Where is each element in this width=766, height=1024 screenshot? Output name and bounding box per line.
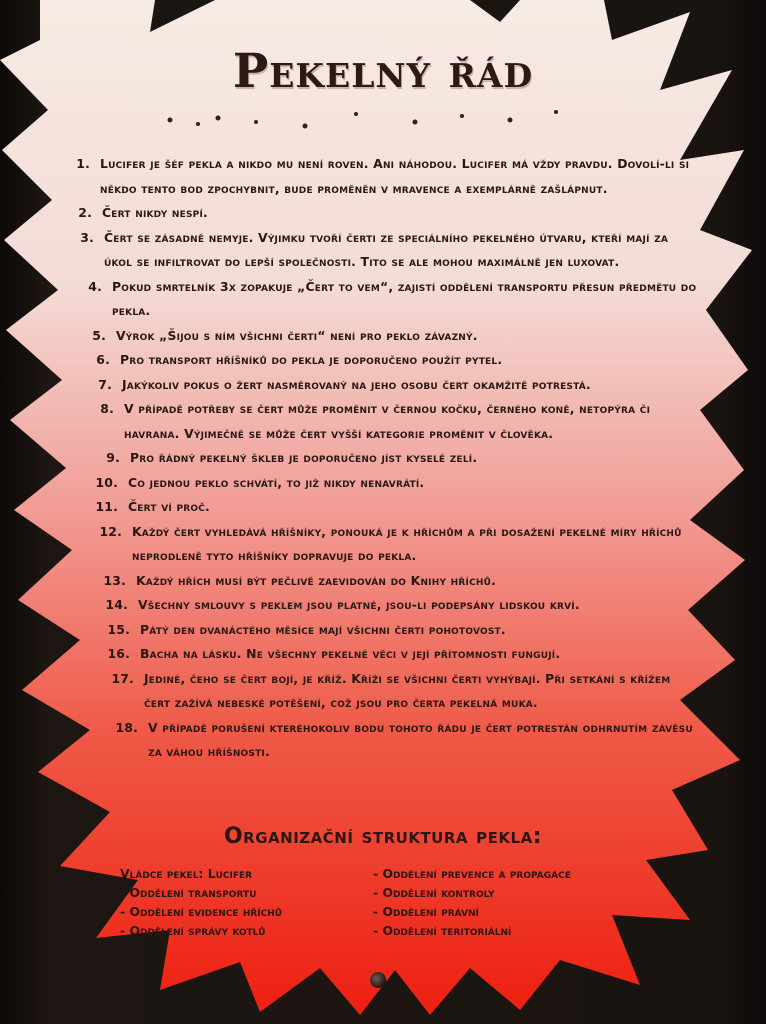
page-title: Pekelný řád [232,44,534,99]
rule-text: Bacha na lásku. Ne všechny pekelné věci v její přítomnosti fungují. [140,646,561,661]
rule-item [82,373,700,398]
org-department: - Oddělení kontroly [373,885,495,900]
rule-item [96,569,700,594]
rule-text: Každý čert vyhledává hříšníky, ponouká je k hříchům a při dosažení pekelné míry hříchů neprodleně tyto hříšníky dopravuje do pekla. [132,523,682,563]
rule-item [84,397,700,446]
screw-icon [370,972,386,988]
rule-item [72,275,700,324]
rule-number: 17. [111,670,134,686]
org-department: - Oddělení transportu [120,885,257,900]
org-department: - Oddělení evidence hříchů [120,904,283,919]
rule-item [88,471,700,496]
rule-text: Čert ví proč. [128,499,210,514]
rule-number: 1. [76,156,90,171]
rule-item [80,348,700,373]
org-department: Vládce pekel: Lucifer [120,866,253,881]
rule-text: Všechny smlouvy s peklem jsou platné, jsou-li podepsány lidskou krví. [138,597,580,612]
rule-text: Výrok „Šijou s ním všichni čerti“ není pro peklo závazný. [116,327,478,343]
rule-number: 8. [100,401,114,416]
rule-text: Každý hřích musí být pečlivě zaevidován do Knihy hříchů. [136,572,497,588]
rule-text: V případě porušení kteréhokoliv bodu tohoto řádu je čert potrestán odhrnutím závěsu za váhou hříšnosti. [148,719,693,759]
rule-number: 5. [92,327,106,343]
rule-text: Čert se zásadně nemyje. Výjimku tvoří čerti ze speciálního pekelného útvaru, kteří mají za úkol se infiltrovat do lepší společnosti. Tito se ale mohou maximálně jen luxovat. [104,229,669,269]
org-department: - Oddělení prevence a propagace [373,866,571,881]
rule-item [92,520,700,569]
rule-text: V případě potřeby se čert může proměnit v černou kočku, černého koně, netopýra či havrana. Výjimečně se může čert vyšší kategorie proměnit v člověka. [124,401,651,441]
rule-number: 6. [96,352,110,367]
rule-item [62,201,700,226]
org-department: - Oddělení teritoriální [373,923,512,938]
rule-text: Pro řádný pekelný škleb je doporučeno jíst kyselé zelí. [130,450,478,465]
rule-number: 9. [106,450,120,465]
rule-item [90,446,700,471]
rule-item [64,226,700,275]
rule-text: Lucifer je šéf pekla a nikdo mu není roven. Ani náhodou. Lucifer má vždy pravdu. Dovolí-li si někdo tento bod zpochybnit, bude proměněn v mravence a exemplárně zašlápnut. [100,156,690,196]
rule-item [100,618,700,643]
rules-list [60,152,697,765]
rule-number: 2. [78,205,92,220]
rule-item [76,324,700,349]
rule-item [104,667,700,716]
rule-text: Pátý den dvanáctého měsíce mají všichni čerti pohotovost. [140,621,506,637]
rule-item [60,152,700,201]
rule-number: 11. [95,499,118,514]
rule-number: 13. [103,572,126,588]
org-structure-title: Organizační struktura pekla: [223,824,543,849]
rule-number: 15. [107,621,130,637]
rule-text: Pro transport hříšníků do pekla je doporučeno použít pytel. [120,352,503,367]
rule-number: 4. [88,278,102,294]
rule-text: Co jednou peklo schvátí, to již nikdy nenavrátí. [128,474,425,490]
rule-text: Pokud smrtelník 3x zopakuje „Čert to vem“, zajistí oddělení transportu přesun předmětu do pekla. [112,278,697,318]
blood-drips-decoration [160,100,580,130]
org-structure-right [373,864,571,940]
rule-item [98,593,700,618]
rule-item [88,495,700,520]
rule-number: 14. [105,597,128,612]
rule-text: Jediné, čeho se čert bojí, je kříž. Kříži se všichni čerti vyhýbají. Při setkání s křížem čert zažívá nebeské potěšení, což jsou pro čerta pekelná muka. [144,670,671,710]
rule-number: 10. [95,474,118,490]
rule-item [100,642,700,667]
rule-number: 7. [98,376,112,392]
org-department: - Oddělení správy kotlů [120,923,266,938]
rule-number: 12. [99,523,122,539]
rule-text: Čert nikdy nespí. [102,205,208,220]
org-department: - Oddělení právní [373,904,479,919]
rule-text: Jakýkoliv pokus o žert nasměrovaný na jeho osobu čert okamžitě potrestá. [122,376,591,392]
rule-number: 16. [107,646,130,661]
org-structure-left [120,864,282,940]
rule-number: 18. [115,719,138,735]
rule-number: 3. [80,229,94,245]
rule-item [108,716,700,765]
